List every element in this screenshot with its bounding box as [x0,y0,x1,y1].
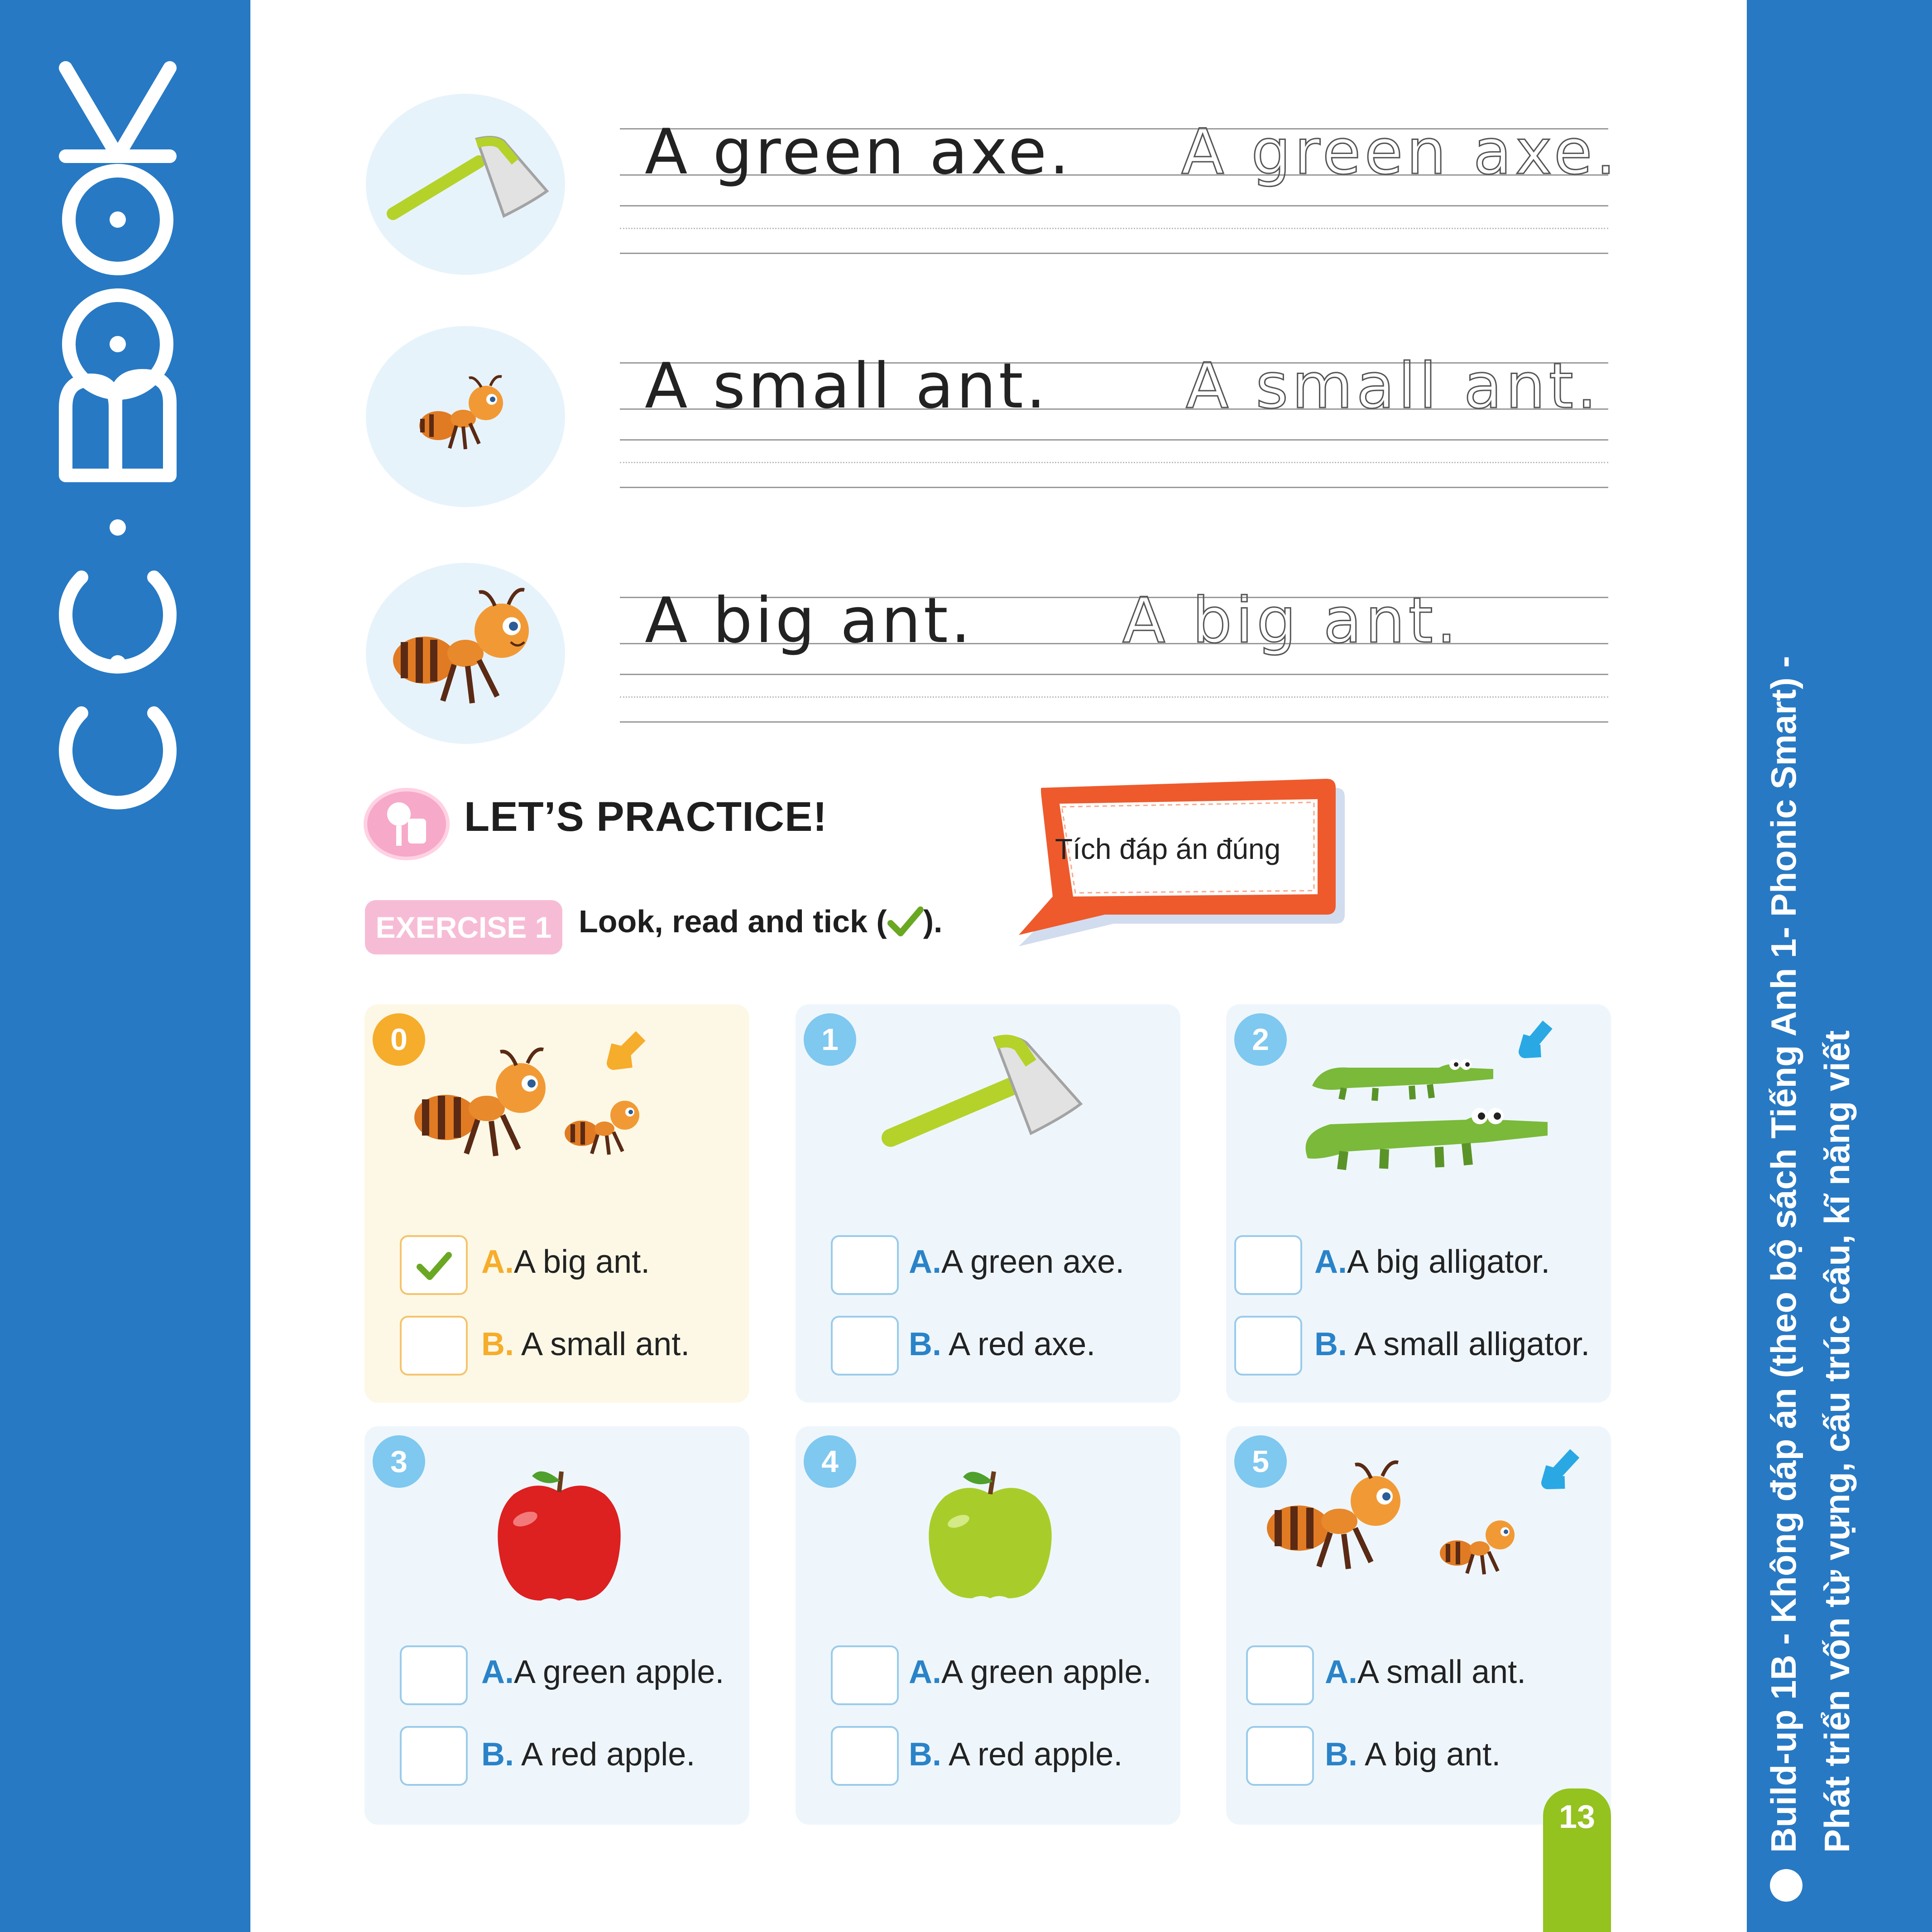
option-letter: B. [1314,1326,1347,1362]
tracing-line-2 [620,350,1608,489]
ants-picture [1258,1444,1593,1598]
bubble-text: Tích đáp án đúng [1055,833,1281,865]
option-b [909,1736,1122,1773]
axe-icon [366,94,565,275]
ant-icon [366,326,565,507]
option-text: A red apple. [949,1736,1123,1773]
green-apple-icon [913,1453,1067,1607]
exercise-badge: EXERCISE 1 [365,900,562,954]
exercise-card-0 [364,1004,749,1403]
checkmark-icon [887,906,923,938]
checkbox-option-a[interactable] [400,1645,468,1705]
option-a [1325,1654,1526,1691]
option-text: A red axe. [949,1326,1096,1362]
option-a [481,1243,650,1280]
instruction-end: ). [923,904,943,939]
card-number: 1 [804,1013,856,1066]
checkbox-option-a[interactable] [400,1235,468,1295]
option-b [909,1326,1095,1363]
trace-sentence: A green axe. [1181,115,1620,188]
option-letter: A. [481,1244,514,1280]
card-number: 3 [373,1435,425,1488]
exercise-instruction [579,903,942,940]
tracing-line-3 [620,584,1608,724]
trace-sentence: A small ant. [1186,350,1601,422]
trace-sentence: A big ant. [1122,584,1460,657]
model-sentence: A small ant. [645,350,1049,422]
exercise-card-2 [1226,1004,1611,1403]
model-sentence: A big ant. [645,584,973,657]
bullet-dot [1770,1869,1803,1902]
page-number: 13 [1543,1788,1611,1932]
checkbox-option-b[interactable] [831,1726,899,1786]
option-text: A small ant. [521,1326,690,1362]
exercise-card-1 [796,1004,1180,1403]
option-letter: A. [1314,1244,1347,1280]
small-ant-picture-circle [366,326,565,507]
side-caption-line1: Build-up 1B - Không đáp án (theo bộ sách Tiếng Anh 1- Phonic Smart) - [1764,656,1803,1853]
red-apple-icon [482,1460,636,1614]
option-text: A green axe. [941,1244,1125,1280]
card-number: 0 [373,1013,425,1066]
big-ant-picture-circle [366,563,565,744]
alligators-picture [1294,1016,1575,1179]
exercise-card-5 [1226,1426,1611,1825]
option-letter: B. [909,1736,941,1773]
option-a [1314,1243,1550,1280]
option-text: A small alligator. [1354,1326,1590,1362]
option-text: A big ant. [514,1244,650,1280]
ccbook-logo [0,0,250,1932]
option-text: A green apple. [941,1654,1152,1690]
checkmark-icon [402,1237,466,1293]
checkbox-option-b[interactable] [400,1316,468,1376]
checkbox-option-a[interactable] [1234,1235,1302,1295]
option-b [1325,1736,1501,1773]
exercise-card-4 [796,1426,1180,1825]
option-letter: B. [1325,1736,1357,1773]
option-letter: A. [909,1244,941,1280]
card-number: 4 [804,1435,856,1488]
option-a [909,1654,1151,1691]
option-b [1314,1326,1590,1363]
tracing-line-1 [620,115,1620,255]
option-letter: B. [909,1326,941,1362]
option-letter: A. [1325,1654,1357,1690]
option-text: A red apple. [521,1736,695,1773]
axe-icon [882,1022,1117,1158]
option-b [481,1736,695,1773]
option-text: A big alligator. [1347,1244,1550,1280]
card-number: 5 [1234,1435,1287,1488]
side-caption [1757,634,1920,1902]
card-number: 2 [1234,1013,1287,1066]
checkbox-option-a[interactable] [1246,1645,1314,1705]
option-text: A small ant. [1357,1654,1526,1690]
option-b [481,1326,690,1363]
checkbox-option-b[interactable] [1234,1316,1302,1376]
checkbox-option-b[interactable] [400,1726,468,1786]
option-a [481,1654,724,1691]
exercise-card-3 [364,1426,749,1825]
checkbox-option-b[interactable] [1246,1726,1314,1786]
option-letter: B. [481,1736,514,1773]
checkbox-option-a[interactable] [831,1645,899,1705]
option-letter: A. [481,1654,514,1690]
axe-picture-circle [366,94,565,275]
instruction-text: Look, read and tick ( [579,904,887,939]
option-a [909,1243,1124,1280]
model-sentence: A green axe. [645,115,1072,188]
practice-icon [364,788,450,860]
option-letter: A. [909,1654,941,1690]
side-caption-line2: Phát triển vốn từ vựng, cấu trúc câu, kĩ năng viết [1817,1030,1857,1853]
checkbox-option-a[interactable] [831,1235,899,1295]
checkbox-option-b[interactable] [831,1316,899,1376]
microphone-icon [367,791,446,857]
option-letter: B. [481,1326,514,1362]
ants-picture [405,1018,722,1167]
ant-icon [366,563,565,744]
practice-title: LET’S PRACTICE! [464,794,828,840]
option-text: A green apple. [514,1654,724,1690]
option-text: A big ant. [1365,1736,1501,1773]
